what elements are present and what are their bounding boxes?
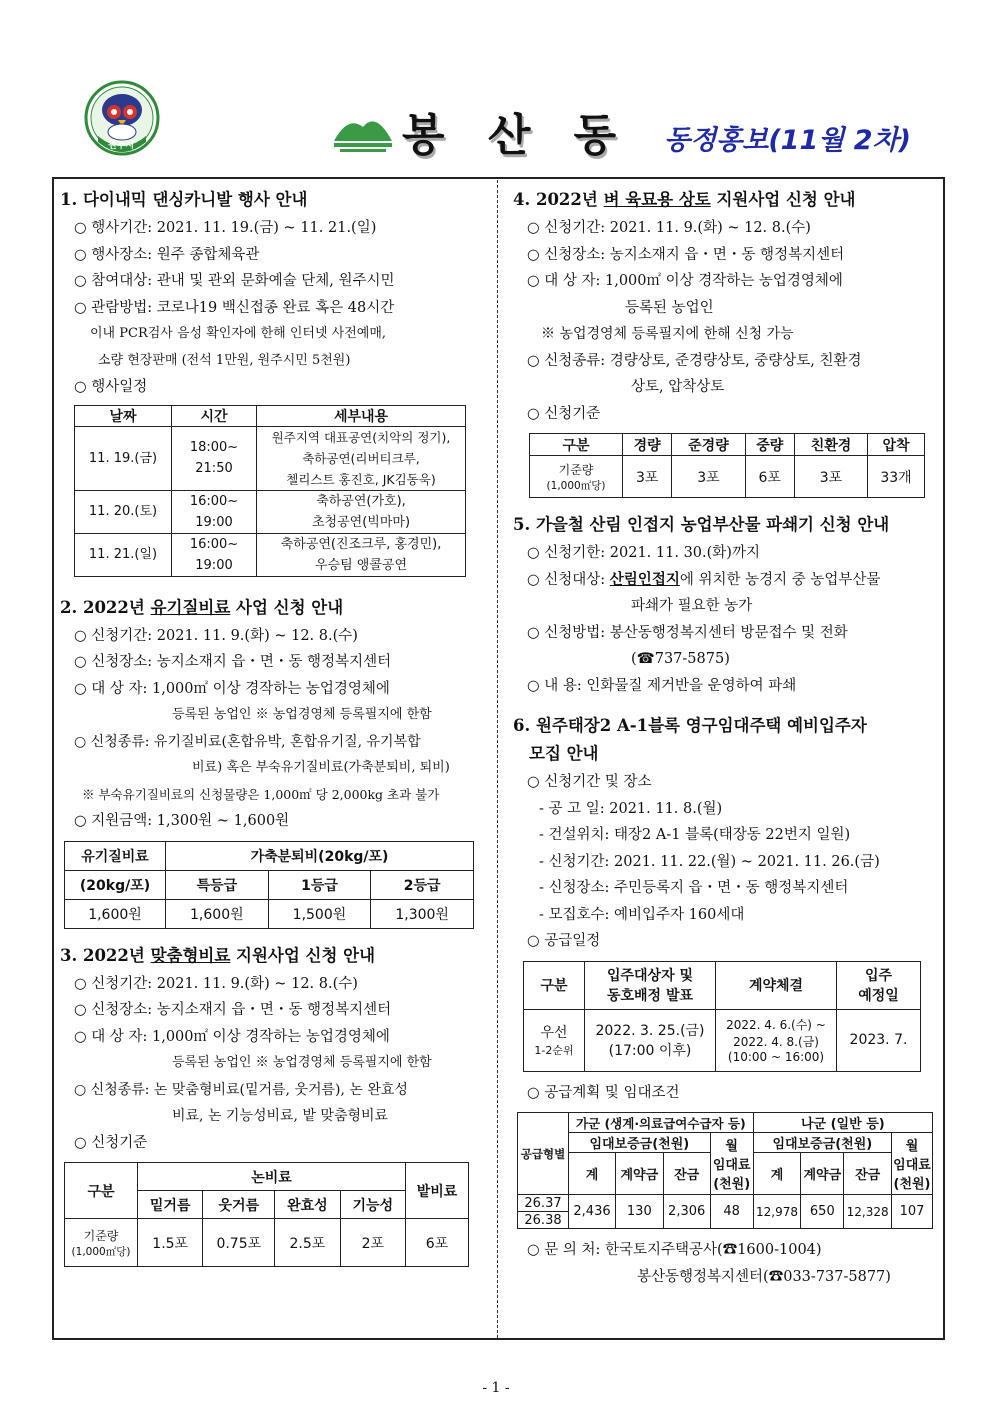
table-cell: 축하공연(가호), 초청공연(빅마마) xyxy=(257,490,466,533)
table-cell: 1,600원 xyxy=(166,899,269,928)
rent-conditions-table xyxy=(517,1112,933,1229)
table-cell: 11. 20.(토) xyxy=(75,490,172,533)
sec5-line: ○ 신청방법: 봉산동행정복지센터 방문접수 및 전화 xyxy=(527,624,848,641)
col-header: 시간 xyxy=(172,405,257,426)
col-header: 월 임대료 (천원) xyxy=(710,1133,753,1195)
table-cell: 3포 xyxy=(794,456,867,498)
col-header: 압착 xyxy=(868,434,925,456)
col-header: 계 xyxy=(569,1153,616,1195)
table-cell: 0.75포 xyxy=(203,1219,275,1267)
column-divider xyxy=(497,180,498,1338)
col-header: 계약금 xyxy=(801,1153,844,1195)
col-header: 중량 xyxy=(745,434,794,456)
col-header: 계약체결 xyxy=(716,961,837,1009)
sec5-line: (☎737-5875) xyxy=(631,651,730,667)
contact-line: 봉산동행정복지센터(☎033-737-5877) xyxy=(637,1268,891,1285)
sec6-line: - 신청장소: 주민등록지 읍・면・동 행정복지센터 xyxy=(539,880,849,896)
section-5 xyxy=(513,512,938,699)
col-header: 구분 xyxy=(530,434,623,456)
col-header: 잔금 xyxy=(844,1153,892,1195)
col-header: 입주대상자 및 동호배정 발표 xyxy=(585,961,716,1009)
sec4-line: 상토, 압착상토 xyxy=(631,379,725,395)
seedling-soil-table xyxy=(529,433,925,498)
sec6-line: - 신청기간: 2021. 11. 22.(월) ~ 2021. 11. 26.(금) xyxy=(539,853,880,870)
col-header: 날짜 xyxy=(75,405,172,426)
sec5-line: 파쇄가 필요한 농가 xyxy=(631,598,753,614)
col-header: 임대보증금(천원) xyxy=(569,1133,711,1153)
col-header: 준경량 xyxy=(672,434,745,456)
table-cell: 2,306 xyxy=(663,1195,710,1229)
sec3-line: 비료, 논 기능성비료, 밭 맞춤형비료 xyxy=(172,1108,389,1124)
sec1-line: ○ 행사장소: 원주 종합체육관 xyxy=(74,246,260,263)
sec6-line: - 건설위치: 태장2 A-1 블록(태장동 22번지 일원) xyxy=(539,827,851,843)
section-2 xyxy=(60,595,485,929)
sec1-line: ○ 참여대상: 관내 및 관외 문화예술 단체, 원주시민 xyxy=(74,273,395,289)
page-number: - 1 - xyxy=(482,1380,510,1396)
table-cell: 26.38 xyxy=(518,1212,569,1229)
col-header: (20kg/포) xyxy=(65,870,166,899)
sec6-plan-line: ○ 공급계획 및 임대조건 xyxy=(527,1084,680,1101)
organic-fertilizer-table xyxy=(64,841,474,929)
sec4-line: ○ 대 상 자: 1,000㎡ 이상 경작하는 농업경영체에 xyxy=(527,273,843,289)
col-header: 공급형별 xyxy=(518,1113,569,1195)
sec1-line: ○ 행사일정 xyxy=(74,379,148,395)
section-1-title: 1. 다이내믹 댄싱카니발 행사 안내 xyxy=(60,190,308,209)
table-cell: 650 xyxy=(801,1195,844,1229)
table-cell: 기준량 (1,000㎡당) xyxy=(65,1219,138,1267)
table-cell: 12,328 xyxy=(844,1195,892,1229)
event-schedule-table xyxy=(74,405,466,577)
table-row xyxy=(530,456,925,498)
sec2-line: 등록된 농업인 ※ 농업경영체 등록필지에 한함 xyxy=(172,707,432,722)
sec6-line: - 공 고 일: 2021. 11. 8.(월) xyxy=(539,800,723,817)
left-column xyxy=(60,183,485,1275)
col-header: 입주 예정일 xyxy=(837,961,921,1009)
sec4-line: ○ 신청장소: 농지소재지 읍・면・동 행정복지센터 xyxy=(527,246,845,263)
table-cell: 1,500원 xyxy=(268,899,371,928)
table-cell: 11. 19.(금) xyxy=(75,426,172,490)
table-cell: 2023. 7. xyxy=(837,1009,921,1071)
table-row xyxy=(75,490,466,533)
sec2-note: ※ 부숙유기질비료의 신청물량은 1,000㎡ 당 2,000kg 초과 불가 xyxy=(82,786,440,802)
col-header: 특등급 xyxy=(166,870,269,899)
col-header: 2등급 xyxy=(371,870,474,899)
sec2-line: ○ 신청기간: 2021. 11. 9.(화) ~ 12. 8.(수) xyxy=(74,627,358,644)
table-cell: 48 xyxy=(710,1195,753,1229)
sec3-line: ○ 신청종류: 논 맞춤형비료(밑거름, 웃거름), 논 완효성 xyxy=(74,1081,408,1098)
section-3 xyxy=(60,943,485,1268)
sec1-line: 이내 PCR검사 음성 확인자에 한해 인터넷 사전예매, xyxy=(90,326,387,341)
sec4-line: 등록된 농업인 xyxy=(625,299,714,316)
col-header: 밭비료 xyxy=(406,1163,469,1219)
sec3-line: ○ 신청기준 xyxy=(74,1134,148,1151)
table-cell: 107 xyxy=(892,1195,933,1229)
table-cell: 기준량 (1,000㎡당) xyxy=(530,456,623,498)
sec3-line: 등록된 농업인 ※ 농업경영체 등록필지에 한함 xyxy=(172,1055,432,1070)
logo-text: 원주시 xyxy=(108,141,135,151)
section-4-title: 4. 2022년 벼 육묘용 상토 지원사업 신청 안내 xyxy=(513,190,856,209)
table-row xyxy=(524,1009,921,1071)
table-cell: 2포 xyxy=(340,1219,405,1267)
section-1 xyxy=(60,187,485,577)
table-cell: 2.5포 xyxy=(275,1219,340,1267)
table-cell: 1.5포 xyxy=(138,1219,203,1267)
table-cell: 1,600원 xyxy=(65,899,166,928)
sec4-note: ※ 농업경영체 등록필지에 한해 신청 가능 xyxy=(541,326,794,342)
table-cell: 11. 21.(일) xyxy=(75,533,172,576)
sec2-line: 비료) 혹은 부숙유기질비료(가축분퇴비, 퇴비) xyxy=(192,760,450,775)
table-cell: 6포 xyxy=(406,1219,469,1267)
sec1-line: ○ 관람방법: 코로나19 백신접종 완료 혹은 48시간 xyxy=(74,299,395,316)
header xyxy=(0,0,992,170)
sec4-line: ○ 신청기간: 2021. 11. 9.(화) ~ 12. 8.(수) xyxy=(527,220,811,236)
table-cell: 우선 1-2순위 xyxy=(524,1009,585,1071)
col-header: 기능성 xyxy=(340,1191,405,1219)
table-cell: 16:00~ 19:00 xyxy=(172,490,257,533)
table-cell: 축하공연(진조크루, 홍경민), 우승팀 앵콜공연 xyxy=(257,533,466,576)
table-row xyxy=(65,899,474,928)
col-header: 웃거름 xyxy=(203,1191,275,1219)
section-4 xyxy=(513,187,938,498)
col-header: 가축분퇴비(20kg/포) xyxy=(166,841,474,870)
col-header: 구분 xyxy=(65,1163,138,1219)
table-row xyxy=(75,426,466,490)
col-header: 계약금 xyxy=(616,1153,664,1195)
col-header: 경량 xyxy=(623,434,672,456)
table-cell: 16:00~ 19:00 xyxy=(172,533,257,576)
sec1-line: ○ 행사기간: 2021. 11. 19.(금) ~ 11. 21.(일) xyxy=(74,220,377,236)
sec2-line: ○ 신청종류: 유기질비료(혼합유박, 혼합유기질, 유기복합 xyxy=(74,733,421,750)
table-cell: 12,978 xyxy=(753,1195,801,1229)
section-6-title-cont: 모집 안내 xyxy=(529,744,599,763)
col-header: 완효성 xyxy=(275,1191,340,1219)
sec6-line: ○ 공급일정 xyxy=(527,933,601,949)
title-block xyxy=(330,96,630,166)
custom-fertilizer-table xyxy=(64,1162,469,1267)
table-cell: 130 xyxy=(616,1195,664,1229)
sec3-line: ○ 신청기간: 2021. 11. 9.(화) ~ 12. 8.(수) xyxy=(74,975,358,992)
col-header: 1등급 xyxy=(268,870,371,899)
table-cell: 2,436 xyxy=(569,1195,616,1229)
sec4-line: ○ 신청기준 xyxy=(527,405,601,422)
col-header: 월 임대료 (천원) xyxy=(892,1133,933,1195)
sec2-line: ○ 대 상 자: 1,000㎡ 이상 경작하는 농업경영체에 xyxy=(74,680,390,697)
sec6-line: ○ 신청기간 및 장소 xyxy=(527,774,652,790)
page-title: 봉 산 동 xyxy=(402,110,631,161)
section-6 xyxy=(513,713,938,1290)
col-header: 논비료 xyxy=(138,1163,406,1191)
mountain-icon xyxy=(330,107,396,155)
sec5-line: ○ 신청기한: 2021. 11. 30.(화)까지 xyxy=(527,545,760,561)
sec6-line: - 모집호수: 예비입주자 160세대 xyxy=(539,906,745,923)
page-subtitle: 동정홍보(11월 2차) xyxy=(664,125,911,156)
table-cell: 3포 xyxy=(623,456,672,498)
col-header: 유기질비료 xyxy=(65,841,166,870)
col-header: 세부내용 xyxy=(257,405,466,426)
table-cell: 2022. 3. 25.(금) (17:00 이후) xyxy=(585,1009,716,1071)
col-header: 계 xyxy=(753,1153,801,1195)
col-header: 잔금 xyxy=(663,1153,710,1195)
contact-line: ○ 문 의 처: 한국토지주택공사(☎1600-1004) xyxy=(527,1242,822,1258)
sec5-line: ○ 신청대상: 산림인접지에 위치한 농경지 중 농업부산물 xyxy=(527,570,881,588)
table-cell: 원주지역 대표공연(치악의 정기), 축하공연(리버티크루, 첼리스트 홍진호, JK김동욱) xyxy=(257,426,466,490)
col-header: 나군 (일반 등) xyxy=(753,1113,932,1133)
section-5-title: 5. 가을철 산림 인접지 농업부산물 파쇄기 신청 안내 xyxy=(513,515,890,534)
sec2-line: ○ 신청장소: 농지소재지 읍・면・동 행정복지센터 xyxy=(74,654,392,670)
section-2-title: 2. 2022년 유기질비료 사업 신청 안내 xyxy=(60,597,344,617)
table-cell: 26.37 xyxy=(518,1195,569,1212)
col-header: 임대보증금(천원) xyxy=(753,1133,891,1153)
table-cell: 2022. 4. 6.(수) ~ 2022. 4. 8.(금) (10:00 ~ 16:00) xyxy=(716,1009,837,1071)
col-header: 구분 xyxy=(524,961,585,1009)
sec1-line: 소량 현장판매 (전석 1만원, 원주시민 5천원) xyxy=(98,352,351,368)
sec3-line: ○ 신청장소: 농지소재지 읍・면・동 행정복지센터 xyxy=(74,1002,392,1018)
table-cell: 33개 xyxy=(868,456,925,498)
table-cell: 1,300원 xyxy=(371,899,474,928)
city-logo xyxy=(84,80,160,164)
supply-schedule-table xyxy=(523,961,921,1072)
section-6-title: 6. 원주태장2 A-1블록 영구임대주택 예비입주자 xyxy=(513,716,867,735)
col-header: 친환경 xyxy=(794,434,867,456)
sec3-line: ○ 대 상 자: 1,000㎡ 이상 경작하는 농업경영체에 xyxy=(74,1028,390,1045)
col-header: 가군 (생계·의료급여수급자 등) xyxy=(569,1113,754,1133)
sec2-line: ○ 지원금액: 1,300원 ~ 1,600원 xyxy=(74,813,290,829)
table-row xyxy=(75,533,466,576)
sec5-line: ○ 내 용: 인화물질 제거반을 운영하여 파쇄 xyxy=(527,677,797,694)
table-cell: 6포 xyxy=(745,456,794,498)
section-3-title: 3. 2022년 맞춤형비료 지원사업 신청 안내 xyxy=(60,945,376,965)
table-row xyxy=(518,1195,933,1212)
table-cell: 3포 xyxy=(672,456,745,498)
table-row xyxy=(65,1219,469,1267)
col-header: 밑거름 xyxy=(138,1191,203,1219)
sec4-line: ○ 신청종류: 경량상토, 준경량상토, 중량상토, 친환경 xyxy=(527,352,862,369)
right-column xyxy=(513,183,938,1298)
table-cell: 18:00~ 21:50 xyxy=(172,426,257,490)
